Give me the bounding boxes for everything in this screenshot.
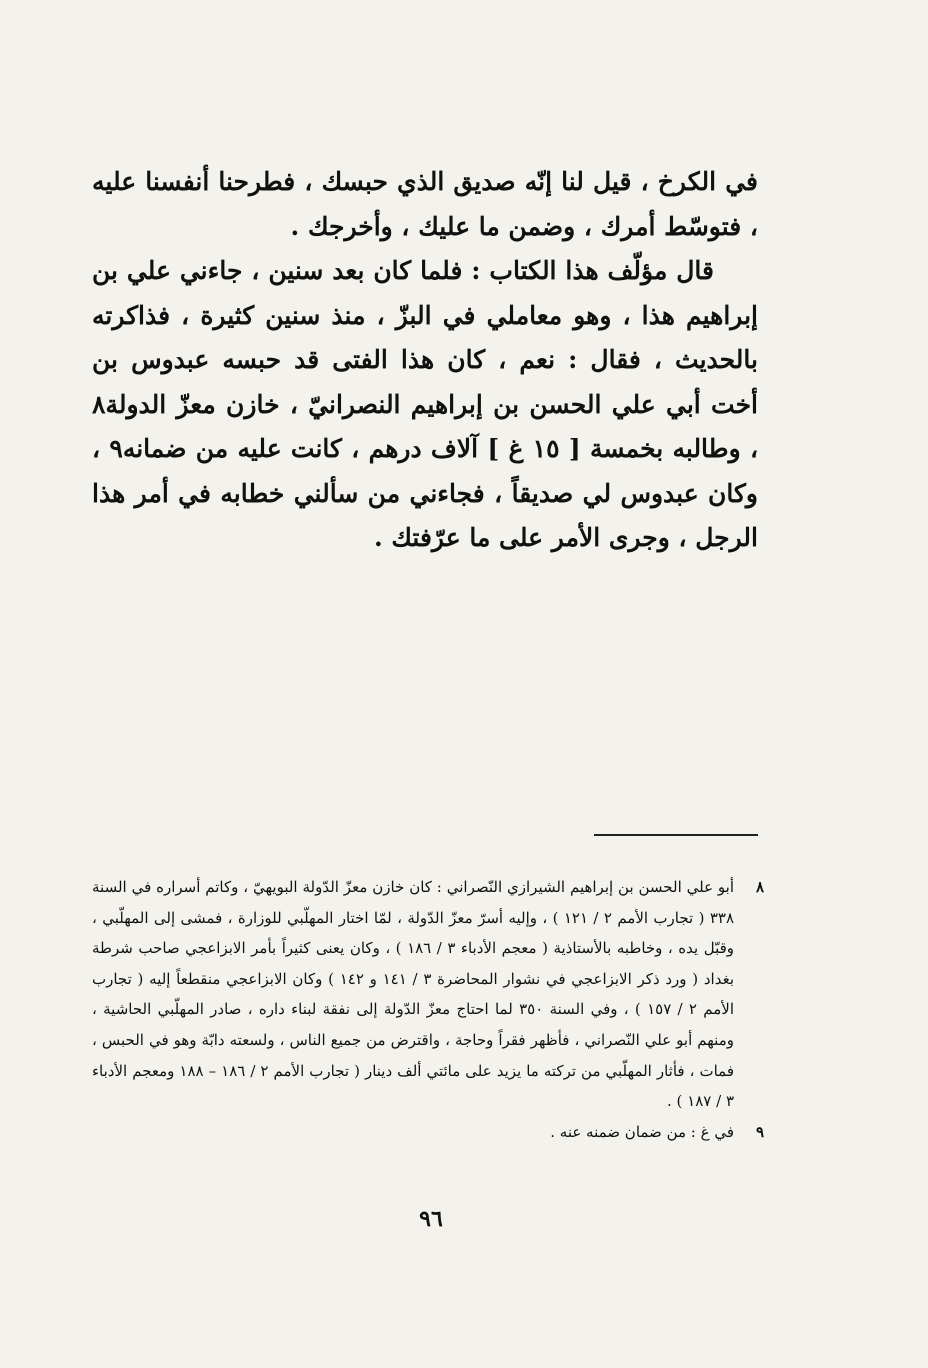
main-text (92, 160, 758, 561)
footnote-number: ٨ (755, 878, 764, 896)
footnote (92, 1117, 764, 1148)
page-number: ٩٦ (419, 1206, 443, 1232)
footnote-separator (594, 834, 758, 836)
footnote-text: في غ : من ضمان ضمنه عنه . (550, 1122, 734, 1141)
footnote (92, 872, 764, 1117)
footnote-number: ٩ (755, 1122, 764, 1141)
footnotes (92, 872, 764, 1147)
paragraph: في الكرخ ، قيل لنا إنّه صديق الذي حبسك ، فطرحنا أنفسنا عليه ، فتوسّط أمرك ، وضمن ما عليك ، وأخرجك . (92, 167, 758, 241)
footnote-text: أبو علي الحسن بن إبراهيم الشيرازي النّصراني : كان خازن معزّ الدّولة البويهيّ ، وكاتم أسراره في السنة ٣٣٨ ( تجارب الأمم ٢ / ١٢١ ) ، وإليه أسرّ معزّ الدّولة ، لمّا اختار المهلّبي للوزارة ، فمشى إلى المهلّبي ، وقبّل يده ، وخاطبه بالأستاذية ( معجم الأدباء ٣ / ١٨٦ ) ، وكان يعنى كثيراً بأمر الابزاعجي صاحب شرطة بغداد ( ورد ذكر الابزاعجي في نشوار المحاضرة ٣ / ١٤١ و ١٤٢ ) وكان الابزاعجي منقطعاً إليه ( تجارب الأمم ٢ / ١٥٧ ) ، وفي السنة ٣٥٠ لما احتاج معزّ الدّولة إلى نفقة لبناء داره ، صادر المهلّبي الحاشية ، ومنهم أبو علي النّصراني ، فأظهر فقراً وحاجة ، واقترض من جميع الناس ، ولسعته دابّة وهو في الحبس ، فمات ، فأثار المهلّبي من تركته ما يزيد على مائتي ألف دينار ( تجارب الأمم ٢ / ١٨٦ – ١٨٨ ومعجم الأدباء ٣ / ١٨٧ ) . (92, 878, 735, 1111)
paragraph: قال مؤلّف هذا الكتاب : فلما كان بعد سنين ، جاءني علي بن إبراهيم هذا ، وهو معاملي في البزّ ، منذ سنين كثيرة ، فذاكرته بالحديث ، فقال : نعم ، كان هذا الفتى قد حبسه عبدوس بن أخت أبي علي الحسن بن إبراهيم النصرانيّ ، خازن معزّ الدولة٨ ، وطالبه بخمسة [ ١٥ غ ] آلاف درهم ، كانت عليه من ضمانه٩ ، وكان عبدوس لي صديقاً ، فجاءني من سألني خطابه في أمر هذا الرجل ، وجرى الأمر على ما عرّفتك . (92, 256, 759, 552)
